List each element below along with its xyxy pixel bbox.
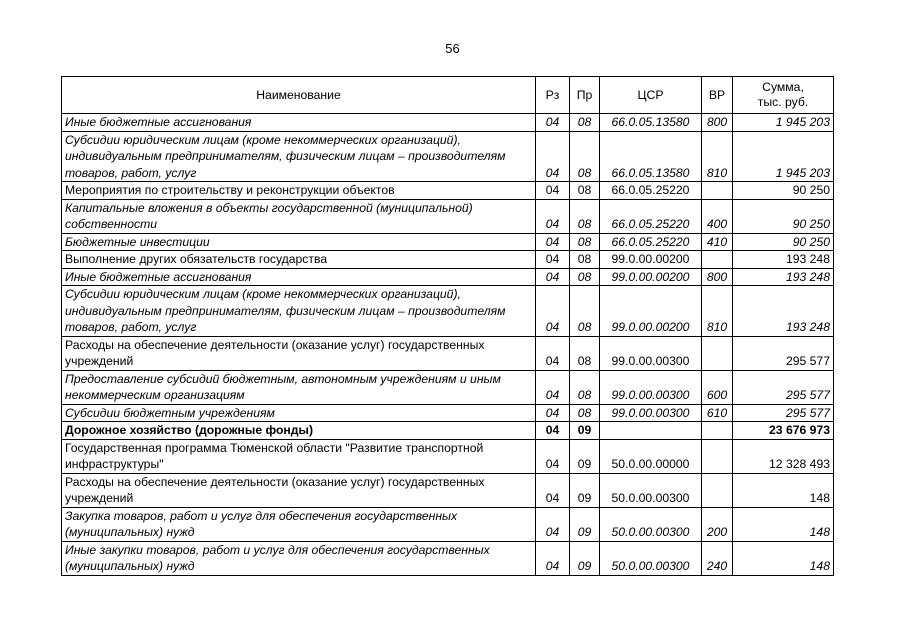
cell-vr: 200 [702, 507, 733, 541]
table-row [62, 182, 834, 200]
cell-pr: 08 [570, 336, 600, 370]
cell-csr: 66.0.05.13580 [600, 131, 702, 182]
cell-csr: 99.0.00.00300 [600, 336, 702, 370]
page-number: 56 [445, 41, 460, 56]
cell-vr [702, 251, 733, 269]
cell-sum: 148 [733, 507, 834, 541]
cell-vr [702, 422, 733, 440]
cell-pr: 08 [570, 370, 600, 404]
cell-name: Расходы на обеспечение деятельности (оказание услуг) государственных учреждений [62, 336, 536, 370]
cell-vr [702, 473, 733, 507]
header-sum-line2: тыс. руб. [757, 95, 809, 109]
cell-name: Дорожное хозяйство (дорожные фонды) [62, 422, 536, 440]
cell-name: Иные бюджетные ассигнования [62, 114, 536, 132]
cell-rz: 04 [536, 182, 570, 200]
cell-csr: 99.0.00.00300 [600, 404, 702, 422]
header-name: Наименование [62, 77, 536, 114]
cell-vr: 610 [702, 404, 733, 422]
cell-csr: 50.0.00.00300 [600, 507, 702, 541]
cell-csr: 66.0.05.25220 [600, 182, 702, 200]
cell-name: Закупка товаров, работ и услуг для обеспечения государственных (муниципальных) нужд [62, 507, 536, 541]
table-row [62, 439, 834, 473]
header-sum [733, 77, 834, 114]
header-rz: Рз [536, 77, 570, 114]
cell-rz: 04 [536, 286, 570, 337]
cell-csr: 50.0.00.00300 [600, 541, 702, 575]
cell-sum: 148 [733, 473, 834, 507]
cell-pr: 08 [570, 114, 600, 132]
cell-name: Иные закупки товаров, работ и услуг для обеспечения государственных (муниципальных) нужд [62, 541, 536, 575]
cell-vr: 240 [702, 541, 733, 575]
cell-sum: 295 577 [733, 370, 834, 404]
cell-name: Выполнение других обязательств государства [62, 251, 536, 269]
cell-csr: 99.0.00.00200 [600, 251, 702, 269]
cell-sum: 12 328 493 [733, 439, 834, 473]
cell-name: Иные бюджетные ассигнования [62, 268, 536, 286]
cell-sum: 90 250 [733, 233, 834, 251]
cell-sum: 193 248 [733, 268, 834, 286]
table-row [62, 268, 834, 286]
table-row [62, 404, 834, 422]
cell-name: Бюджетные инвестиции [62, 233, 536, 251]
cell-pr: 08 [570, 131, 600, 182]
cell-csr: 50.0.00.00300 [600, 473, 702, 507]
header-pr: Пр [570, 77, 600, 114]
cell-vr: 400 [702, 199, 733, 233]
table-row [62, 131, 834, 182]
cell-vr: 600 [702, 370, 733, 404]
cell-vr: 800 [702, 114, 733, 132]
cell-rz: 04 [536, 422, 570, 440]
cell-csr: 50.0.00.00000 [600, 439, 702, 473]
cell-vr [702, 336, 733, 370]
cell-rz: 04 [536, 404, 570, 422]
cell-csr: 66.0.05.13580 [600, 114, 702, 132]
cell-vr [702, 182, 733, 200]
cell-name: Предоставление субсидий бюджетным, автономным учреждениям и иным некоммерческим организациям [62, 370, 536, 404]
table-row [62, 114, 834, 132]
cell-sum: 23 676 973 [733, 422, 834, 440]
cell-rz: 04 [536, 233, 570, 251]
cell-vr: 810 [702, 131, 733, 182]
cell-pr: 09 [570, 541, 600, 575]
cell-csr: 66.0.05.25220 [600, 199, 702, 233]
cell-vr [702, 439, 733, 473]
cell-pr: 08 [570, 404, 600, 422]
cell-rz: 04 [536, 370, 570, 404]
cell-pr: 08 [570, 286, 600, 337]
cell-vr: 800 [702, 268, 733, 286]
cell-rz: 04 [536, 336, 570, 370]
table-header-row [62, 77, 834, 114]
table-row [62, 233, 834, 251]
cell-name: Субсидии бюджетным учреждениям [62, 404, 536, 422]
cell-pr: 08 [570, 251, 600, 269]
cell-pr: 09 [570, 422, 600, 440]
table-row [62, 336, 834, 370]
cell-vr: 810 [702, 286, 733, 337]
cell-rz: 04 [536, 268, 570, 286]
cell-rz: 04 [536, 473, 570, 507]
cell-name: Капитальные вложения в объекты государственной (муниципальной) собственности [62, 199, 536, 233]
cell-sum: 90 250 [733, 199, 834, 233]
cell-csr: 99.0.00.00200 [600, 268, 702, 286]
cell-csr: 99.0.00.00200 [600, 286, 702, 337]
table-row [62, 199, 834, 233]
cell-rz: 04 [536, 114, 570, 132]
cell-pr: 08 [570, 199, 600, 233]
cell-vr: 410 [702, 233, 733, 251]
cell-rz: 04 [536, 199, 570, 233]
cell-csr [600, 422, 702, 440]
cell-rz: 04 [536, 251, 570, 269]
cell-name: Государственная программа Тюменской области "Развитие транспортной инфраструктуры" [62, 439, 536, 473]
cell-pr: 09 [570, 507, 600, 541]
cell-sum: 193 248 [733, 286, 834, 337]
table-row [62, 251, 834, 269]
table-row [62, 286, 834, 337]
header-vr: ВР [702, 77, 733, 114]
table-row [62, 370, 834, 404]
cell-rz: 04 [536, 541, 570, 575]
cell-rz: 04 [536, 507, 570, 541]
cell-sum: 193 248 [733, 251, 834, 269]
table-row [62, 507, 834, 541]
table-row [62, 473, 834, 507]
cell-name: Расходы на обеспечение деятельности (оказание услуг) государственных учреждений [62, 473, 536, 507]
cell-rz: 04 [536, 439, 570, 473]
cell-rz: 04 [536, 131, 570, 182]
cell-sum: 1 945 203 [733, 131, 834, 182]
table-row [62, 541, 834, 575]
cell-pr: 08 [570, 268, 600, 286]
cell-pr: 09 [570, 473, 600, 507]
header-sum-line1: Сумма, [762, 80, 804, 94]
cell-name: Субсидии юридическим лицам (кроме некоммерческих организаций), индивидуальным предпринимателям, физическим лицам – производителям товаров, работ, услуг [62, 286, 536, 337]
cell-sum: 295 577 [733, 336, 834, 370]
cell-sum: 295 577 [733, 404, 834, 422]
cell-name: Субсидии юридическим лицам (кроме некоммерческих организаций), индивидуальным предпринимателям, физическим лицам – производителям товаров, работ, услуг [62, 131, 536, 182]
table-row [62, 422, 834, 440]
cell-sum: 148 [733, 541, 834, 575]
header-csr: ЦСР [600, 77, 702, 114]
cell-sum: 1 945 203 [733, 114, 834, 132]
cell-pr: 09 [570, 439, 600, 473]
cell-csr: 99.0.00.00300 [600, 370, 702, 404]
cell-pr: 08 [570, 182, 600, 200]
budget-table [61, 76, 834, 576]
cell-pr: 08 [570, 233, 600, 251]
cell-name: Мероприятия по строительству и реконструкции объектов [62, 182, 536, 200]
cell-csr: 66.0.05.25220 [600, 233, 702, 251]
cell-sum: 90 250 [733, 182, 834, 200]
